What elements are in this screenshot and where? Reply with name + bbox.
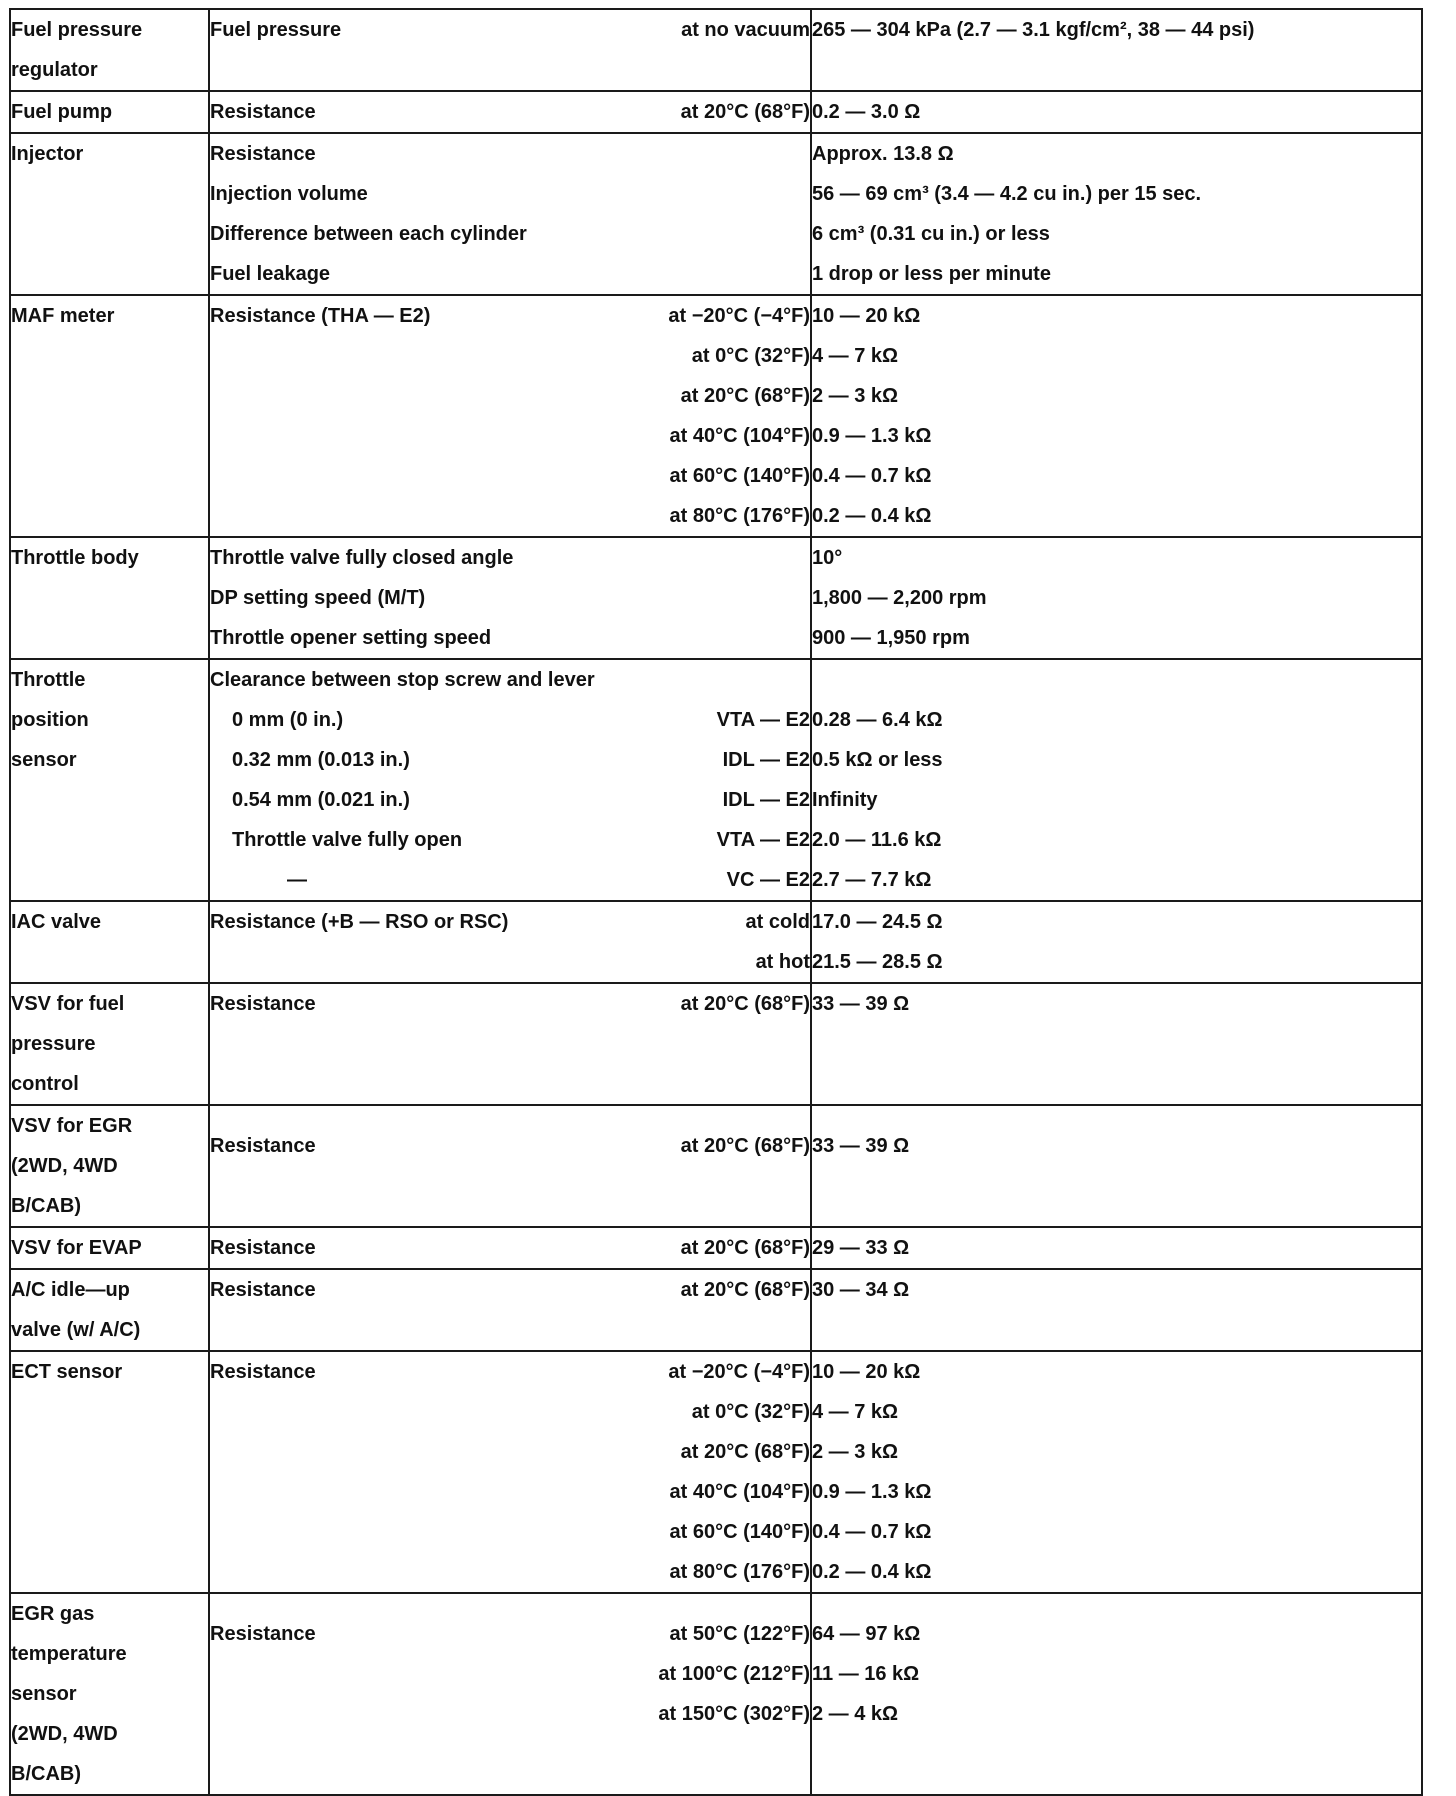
spec-value: 2.7 — 7.7 kΩ (812, 869, 932, 891)
spec-value: 1,800 — 2,200 rpm (812, 587, 987, 609)
spec-condition: at 150°C (302°F) (658, 1702, 810, 1725)
spec-condition: at no vacuum (681, 18, 810, 41)
spec-value: Infinity (812, 789, 878, 811)
component-cell (10, 1593, 209, 1795)
component-name: control (11, 1073, 79, 1095)
spec-label: 0.54 mm (0.021 in.) (232, 788, 410, 811)
spec-condition: at hot (755, 950, 810, 973)
spec-label: Throttle valve fully closed angle (210, 546, 514, 569)
value-cell (811, 91, 1422, 133)
component-cell (10, 91, 209, 133)
spec-condition: at cold (745, 910, 810, 933)
component-name: EGR gas (11, 1603, 95, 1625)
spec-label: Resistance (210, 1360, 316, 1383)
spec-label: 0.32 mm (0.013 in.) (232, 748, 410, 771)
spec-cell (209, 1351, 811, 1593)
spec-value: 0.2 — 0.4 kΩ (812, 505, 932, 527)
spec-cell (209, 659, 811, 901)
spec-condition: at 20°C (68°F) (680, 1440, 810, 1463)
spec-condition: at 40°C (104°F) (669, 424, 810, 447)
component-name: Injector (11, 143, 84, 165)
component-name: temperature (11, 1643, 127, 1665)
component-cell (10, 295, 209, 537)
spec-value: 33 — 39 Ω (812, 993, 910, 1015)
spec-value: 10 — 20 kΩ (812, 1361, 921, 1383)
spec-value: 0.28 — 6.4 kΩ (812, 709, 943, 731)
spec-cell (209, 91, 811, 133)
row-vsv-evap (10, 1227, 1422, 1269)
row-injector (10, 133, 1422, 295)
spec-value: 0.2 — 3.0 Ω (812, 101, 921, 123)
spec-condition: VTA — E2 (716, 828, 810, 851)
spec-condition: at 60°C (140°F) (669, 464, 810, 487)
row-vsv-egr (10, 1105, 1422, 1227)
component-name: ECT sensor (11, 1361, 123, 1383)
value-cell (811, 537, 1422, 659)
spec-condition: at 80°C (176°F) (669, 1560, 810, 1583)
value-cell (811, 901, 1422, 983)
spec-cell (209, 901, 811, 983)
component-name: sensor (11, 1683, 77, 1705)
spec-cell (209, 295, 811, 537)
spec-condition: at 20°C (68°F) (680, 992, 810, 1015)
spec-condition: at −20°C (−4°F) (668, 304, 810, 327)
spec-value: 4 — 7 kΩ (812, 1401, 899, 1423)
row-iac-valve (10, 901, 1422, 983)
component-name: regulator (11, 59, 98, 81)
component-name: (2WD, 4WD (11, 1155, 118, 1177)
spec-value: 2.0 — 11.6 kΩ (812, 829, 942, 851)
row-throttle-body (10, 537, 1422, 659)
spec-value: 0.4 — 0.7 kΩ (812, 1521, 932, 1543)
value-cell (811, 659, 1422, 901)
component-name: IAC valve (11, 911, 102, 933)
spec-value: 56 — 69 cm³ (3.4 — 4.2 cu in.) per 15 sec. (812, 183, 1202, 205)
spec-label: Throttle valve fully open (232, 828, 463, 851)
spec-header: Clearance between stop screw and lever (210, 668, 595, 691)
row-fuel-pressure-regulator (10, 9, 1422, 91)
component-name: Throttle body (11, 547, 139, 569)
value-cell (811, 1105, 1422, 1227)
spec-cell (209, 1269, 811, 1351)
row-maf-meter (10, 295, 1422, 537)
value-cell (811, 1269, 1422, 1351)
component-cell (10, 1105, 209, 1227)
spec-condition: at 20°C (68°F) (680, 1134, 810, 1157)
spec-label: — (287, 868, 307, 891)
spec-condition: at −20°C (−4°F) (668, 1360, 810, 1383)
spec-value: 900 — 1,950 rpm (812, 627, 970, 649)
spec-condition: at 100°C (212°F) (658, 1662, 810, 1685)
component-name: VSV for EVAP (11, 1237, 142, 1259)
spec-condition: at 80°C (176°F) (669, 504, 810, 527)
value-cell (811, 295, 1422, 537)
spec-label: Resistance (THA — E2) (210, 304, 431, 327)
row-egr-gas-temperature-sensor (10, 1593, 1422, 1795)
value-cell (811, 1593, 1422, 1795)
spec-condition: at 20°C (68°F) (680, 1278, 810, 1301)
spec-cell (209, 983, 811, 1105)
spec-condition: at 60°C (140°F) (669, 1520, 810, 1543)
spec-label: Resistance (210, 1236, 316, 1259)
component-name: Throttle (11, 669, 86, 691)
spec-cell (209, 537, 811, 659)
spec-value: 10° (812, 547, 843, 569)
spec-value: 30 — 34 Ω (812, 1279, 910, 1301)
component-name: B/CAB) (11, 1195, 81, 1217)
spec-value: Approx. 13.8 Ω (812, 143, 954, 165)
spec-value: 4 — 7 kΩ (812, 345, 899, 367)
spec-value: 17.0 — 24.5 Ω (812, 911, 943, 933)
row-fuel-pump (10, 91, 1422, 133)
component-cell (10, 9, 209, 91)
specification-table (9, 8, 1423, 1796)
spec-condition: at 0°C (32°F) (691, 1400, 810, 1423)
spec-condition: at 20°C (68°F) (680, 1236, 810, 1259)
spec-condition: at 50°C (122°F) (669, 1622, 810, 1645)
spec-value: 29 — 33 Ω (812, 1237, 910, 1259)
spec-condition: at 20°C (68°F) (680, 384, 810, 407)
component-name: valve (w/ A/C) (11, 1319, 141, 1341)
spec-condition: VC — E2 (726, 868, 810, 891)
spec-label: Resistance (210, 992, 316, 1015)
spec-label: Fuel leakage (210, 262, 331, 285)
spec-label: Throttle opener setting speed (210, 626, 492, 649)
component-name: sensor (11, 749, 77, 771)
component-cell (10, 983, 209, 1105)
spec-label: Injection volume (210, 182, 368, 205)
component-name: VSV for EGR (11, 1115, 133, 1137)
component-name: MAF meter (11, 305, 115, 327)
spec-value: 1 drop or less per minute (812, 263, 1051, 285)
spec-condition: at 20°C (68°F) (680, 100, 810, 123)
row-ect-sensor (10, 1351, 1422, 1593)
spec-value: 21.5 — 28.5 Ω (812, 951, 943, 973)
value-cell (811, 1351, 1422, 1593)
component-name: Fuel pump (11, 101, 113, 123)
component-name: position (11, 709, 89, 731)
spec-label: Resistance (210, 1278, 316, 1301)
row-ac-idle-up-valve (10, 1269, 1422, 1351)
value-cell (811, 133, 1422, 295)
spec-label: 0 mm (0 in.) (232, 708, 344, 731)
value-cell (811, 1227, 1422, 1269)
spec-label: Fuel pressure (210, 18, 342, 41)
spec-value: 0.9 — 1.3 kΩ (812, 425, 932, 447)
component-name: VSV for fuel (11, 993, 125, 1015)
component-cell (10, 1269, 209, 1351)
spec-label: Resistance (210, 1622, 316, 1645)
row-vsv-fuel-pressure-control (10, 983, 1422, 1105)
spec-value: 10 — 20 kΩ (812, 305, 921, 327)
spec-label: DP setting speed (M/T) (210, 586, 426, 609)
spec-value: 2 — 3 kΩ (812, 1441, 899, 1463)
component-cell (10, 659, 209, 901)
component-cell (10, 1351, 209, 1593)
value-cell (811, 9, 1422, 91)
component-name: Fuel pressure (11, 19, 143, 41)
component-name: (2WD, 4WD (11, 1723, 118, 1745)
spec-label: Difference between each cylinder (210, 222, 527, 245)
component-name: pressure (11, 1033, 96, 1055)
spec-value: 11 — 16 kΩ (812, 1663, 920, 1685)
spec-cell (209, 1593, 811, 1795)
component-name: B/CAB) (11, 1763, 81, 1785)
spec-condition: at 0°C (32°F) (691, 344, 810, 367)
component-cell (10, 901, 209, 983)
spec-value: 64 — 97 kΩ (812, 1623, 921, 1645)
component-cell (10, 1227, 209, 1269)
spec-label: Resistance (+B — RSO or RSC) (210, 910, 509, 933)
spec-condition: at 40°C (104°F) (669, 1480, 810, 1503)
component-cell (10, 537, 209, 659)
spec-value: 2 — 3 kΩ (812, 385, 899, 407)
spec-label: Resistance (210, 142, 316, 165)
spec-cell (209, 1105, 811, 1227)
spec-value: 0.5 kΩ or less (812, 749, 943, 771)
spec-condition: VTA — E2 (716, 708, 810, 731)
spec-value: 6 cm³ (0.31 cu in.) or less (812, 223, 1050, 245)
row-throttle-position-sensor (10, 659, 1422, 901)
spec-label: Resistance (210, 100, 316, 123)
spec-value: 265 — 304 kPa (2.7 — 3.1 kgf/cm², 38 — 44 psi) (812, 19, 1255, 41)
spec-cell (209, 9, 811, 91)
spec-label: Resistance (210, 1134, 316, 1157)
spec-value: 2 — 4 kΩ (812, 1703, 899, 1725)
component-name: A/C idle—up (11, 1279, 130, 1301)
component-cell (10, 133, 209, 295)
spec-value: 0.9 — 1.3 kΩ (812, 1481, 932, 1503)
value-cell (811, 983, 1422, 1105)
spec-value: 33 — 39 Ω (812, 1135, 910, 1157)
spec-value: 0.4 — 0.7 kΩ (812, 465, 932, 487)
spec-cell (209, 133, 811, 295)
spec-condition: IDL — E2 (722, 748, 810, 771)
spec-cell (209, 1227, 811, 1269)
spec-condition: IDL — E2 (722, 788, 810, 811)
spec-value: 0.2 — 0.4 kΩ (812, 1561, 932, 1583)
